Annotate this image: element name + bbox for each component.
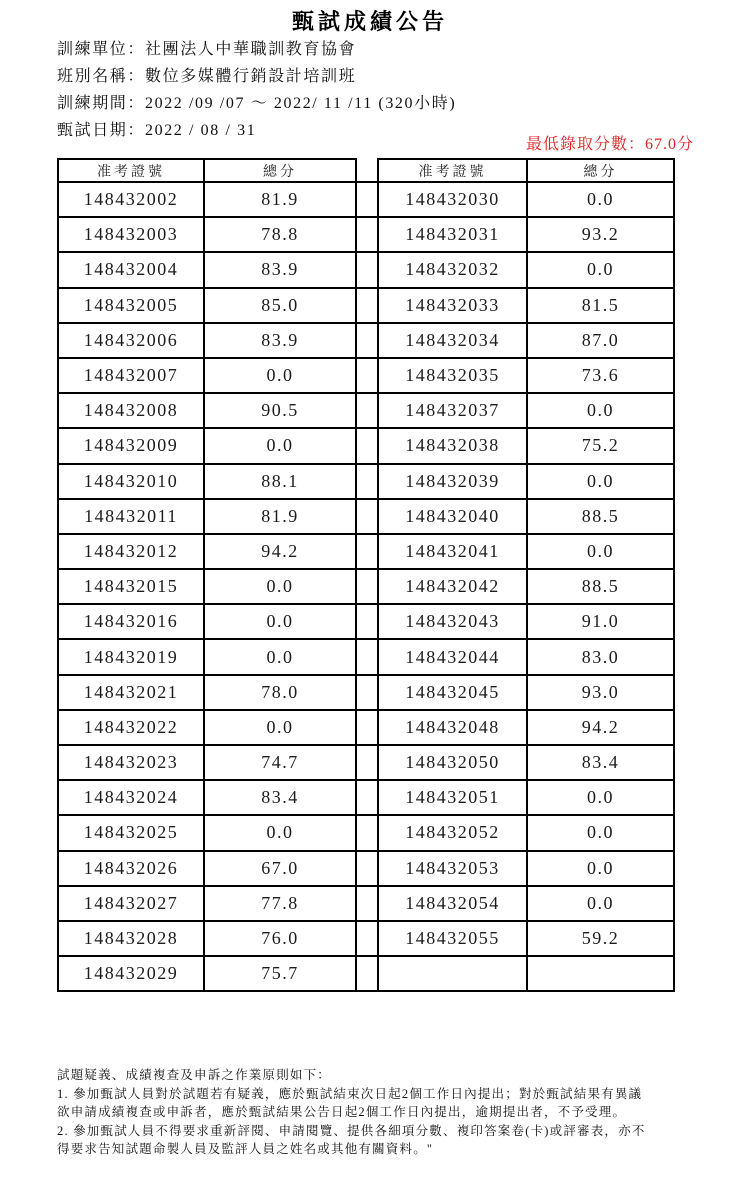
footer-note-intro: 試題疑義、成績複查及申訴之作業原則如下： <box>57 1068 332 1082</box>
admission-number-cell <box>377 957 528 992</box>
admission-number-cell: 148432043 <box>377 605 528 640</box>
page-title: 甄試成績公告 <box>291 9 448 34</box>
admission-number-cell: 148432030 <box>377 183 528 218</box>
score-cell: 83.9 <box>205 324 357 359</box>
score-cell: 83.0 <box>528 640 675 675</box>
admission-number-cell: 148432025 <box>57 816 205 851</box>
score-cell: 0.0 <box>528 887 675 922</box>
table-gap-cell <box>357 887 377 922</box>
admission-number-cell: 148432050 <box>377 746 528 781</box>
table-gap-cell <box>357 852 377 887</box>
table-gap-cell <box>357 158 377 183</box>
table-gap-cell <box>357 746 377 781</box>
score-cell: 0.0 <box>528 183 675 218</box>
admission-number-cell: 148432002 <box>57 183 205 218</box>
score-cell: 0.0 <box>205 359 357 394</box>
admission-number-cell: 148432031 <box>377 218 528 253</box>
admission-number-cell: 148432042 <box>377 570 528 605</box>
admission-number-cell: 148432039 <box>377 465 528 500</box>
score-cell: 81.9 <box>205 183 357 218</box>
table-gap-cell <box>357 640 377 675</box>
admission-number-cell: 148432055 <box>377 922 528 957</box>
score-cell: 81.9 <box>205 500 357 535</box>
table-gap-cell <box>357 429 377 464</box>
score-cell: 94.2 <box>205 535 357 570</box>
minimum-score-note: 最低錄取分數：67.0分 <box>525 136 694 153</box>
table-gap-cell <box>357 535 377 570</box>
score-cell: 87.0 <box>528 324 675 359</box>
score-cell: 0.0 <box>205 711 357 746</box>
score-cell: 74.7 <box>205 746 357 781</box>
admission-number-cell: 148432006 <box>57 324 205 359</box>
score-cell: 88.5 <box>528 500 675 535</box>
score-cell: 0.0 <box>205 640 357 675</box>
header-info-block <box>57 36 456 144</box>
score-cell: 91.0 <box>528 605 675 640</box>
score-cell: 0.0 <box>528 816 675 851</box>
table-gap-cell <box>357 218 377 253</box>
score-cell: 0.0 <box>528 852 675 887</box>
table-gap-cell <box>357 289 377 324</box>
footer-note-1-cont: 欲申請成績複查或申訴者，應於甄試結果公告日起2個工作日內提出，逾期提出者，不予受理。 <box>57 1105 627 1120</box>
footer-notes <box>57 1066 646 1159</box>
score-cell: 0.0 <box>205 816 357 851</box>
admission-number-cell: 148432054 <box>377 887 528 922</box>
admission-number-cell: 148432016 <box>57 605 205 640</box>
admission-number-cell: 148432029 <box>57 957 205 992</box>
footer-note-1: 1. 參加甄試人員對於試題若有疑義，應於甄試結束次日起2個工作日內提出；對於甄試結果有異議 <box>57 1086 643 1101</box>
admission-number-cell: 148432005 <box>57 289 205 324</box>
score-cell: 90.5 <box>205 394 357 429</box>
score-cell: 0.0 <box>528 781 675 816</box>
class-name-line: 班別名稱：數位多媒體行銷設計培訓班 <box>57 68 357 85</box>
score-cell: 77.8 <box>205 887 357 922</box>
score-cell: 78.8 <box>205 218 357 253</box>
score-cell: 83.4 <box>205 781 357 816</box>
score-cell: 94.2 <box>528 711 675 746</box>
admission-number-cell: 148432022 <box>57 711 205 746</box>
admission-number-cell: 148432037 <box>377 394 528 429</box>
score-cell: 0.0 <box>528 465 675 500</box>
score-cell: 0.0 <box>528 394 675 429</box>
admission-number-cell: 148432021 <box>57 676 205 711</box>
exam-date-line: 甄試日期：2022 / 08 / 31 <box>57 122 257 139</box>
training-period-line: 訓練期間：2022 /09 /07 ～ 2022/ 11 /11 (320小時) <box>57 95 457 112</box>
admission-number-cell: 148432004 <box>57 253 205 288</box>
score-cell: 93.0 <box>528 676 675 711</box>
score-cell: 75.2 <box>528 429 675 464</box>
admission-number-cell: 148432033 <box>377 289 528 324</box>
admission-number-cell: 148432009 <box>57 429 205 464</box>
admission-number-cell: 148432028 <box>57 922 205 957</box>
score-cell: 0.0 <box>205 570 357 605</box>
admission-number-cell: 148432041 <box>377 535 528 570</box>
score-cell: 0.0 <box>528 253 675 288</box>
admission-number-cell: 148432035 <box>377 359 528 394</box>
training-unit-line: 訓練單位：社團法人中華職訓教育協會 <box>57 41 357 58</box>
score-cell: 93.2 <box>528 218 675 253</box>
total-score-header: 總分 <box>205 158 357 183</box>
admission-number-header: 准考證號 <box>57 158 205 183</box>
score-cell: 0.0 <box>205 605 357 640</box>
admission-number-cell: 148432023 <box>57 746 205 781</box>
score-cell: 76.0 <box>205 922 357 957</box>
score-cell: 78.0 <box>205 676 357 711</box>
score-cell: 75.7 <box>205 957 357 992</box>
admission-number-cell: 148432019 <box>57 640 205 675</box>
table-gap-cell <box>357 394 377 429</box>
admission-number-cell: 148432008 <box>57 394 205 429</box>
admission-number-cell: 148432052 <box>377 816 528 851</box>
admission-number-cell: 148432015 <box>57 570 205 605</box>
score-cell: 59.2 <box>528 922 675 957</box>
admission-number-cell: 148432040 <box>377 500 528 535</box>
table-gap-cell <box>357 465 377 500</box>
table-gap-cell <box>357 781 377 816</box>
admission-number-cell: 148432045 <box>377 676 528 711</box>
admission-number-cell: 148432003 <box>57 218 205 253</box>
score-cell: 85.0 <box>205 289 357 324</box>
table-gap-cell <box>357 359 377 394</box>
table-gap-cell <box>357 570 377 605</box>
total-score-header: 總分 <box>528 158 675 183</box>
table-gap-cell <box>357 324 377 359</box>
footer-note-2: 2. 參加甄試人員不得要求重新評閱、申請閱覽、提供各細項分數、複印答案卷(卡)或評審表，亦不 <box>57 1123 646 1138</box>
admission-number-cell: 148432026 <box>57 852 205 887</box>
admission-number-cell: 148432011 <box>57 500 205 535</box>
admission-number-cell: 148432027 <box>57 887 205 922</box>
table-gap-cell <box>357 676 377 711</box>
admission-number-cell: 148432010 <box>57 465 205 500</box>
table-gap-cell <box>357 605 377 640</box>
table-gap-cell <box>357 957 377 992</box>
score-cell: 88.5 <box>528 570 675 605</box>
admission-number-cell: 148432024 <box>57 781 205 816</box>
score-cell <box>528 957 675 992</box>
score-cell: 0.0 <box>528 535 675 570</box>
table-gap-cell <box>357 253 377 288</box>
admission-number-cell: 148432038 <box>377 429 528 464</box>
admission-number-cell: 148432044 <box>377 640 528 675</box>
score-cell: 73.6 <box>528 359 675 394</box>
score-cell: 83.4 <box>528 746 675 781</box>
score-cell: 0.0 <box>205 429 357 464</box>
table-gap-cell <box>357 500 377 535</box>
admission-number-header: 准考證號 <box>377 158 528 183</box>
scores-table <box>57 158 675 992</box>
footer-note-2-cont: 得要求告知試題命製人員及監評人員之姓名或其他有關資料。" <box>57 1142 434 1157</box>
score-cell: 67.0 <box>205 852 357 887</box>
admission-number-cell: 148432053 <box>377 852 528 887</box>
admission-number-cell: 148432051 <box>377 781 528 816</box>
score-cell: 88.1 <box>205 465 357 500</box>
admission-number-cell: 148432012 <box>57 535 205 570</box>
admission-number-cell: 148432032 <box>377 253 528 288</box>
score-cell: 81.5 <box>528 289 675 324</box>
table-gap-cell <box>357 816 377 851</box>
table-gap-cell <box>357 711 377 746</box>
table-gap-cell <box>357 183 377 218</box>
score-cell: 83.9 <box>205 253 357 288</box>
admission-number-cell: 148432048 <box>377 711 528 746</box>
table-gap-cell <box>357 922 377 957</box>
admission-number-cell: 148432034 <box>377 324 528 359</box>
admission-number-cell: 148432007 <box>57 359 205 394</box>
